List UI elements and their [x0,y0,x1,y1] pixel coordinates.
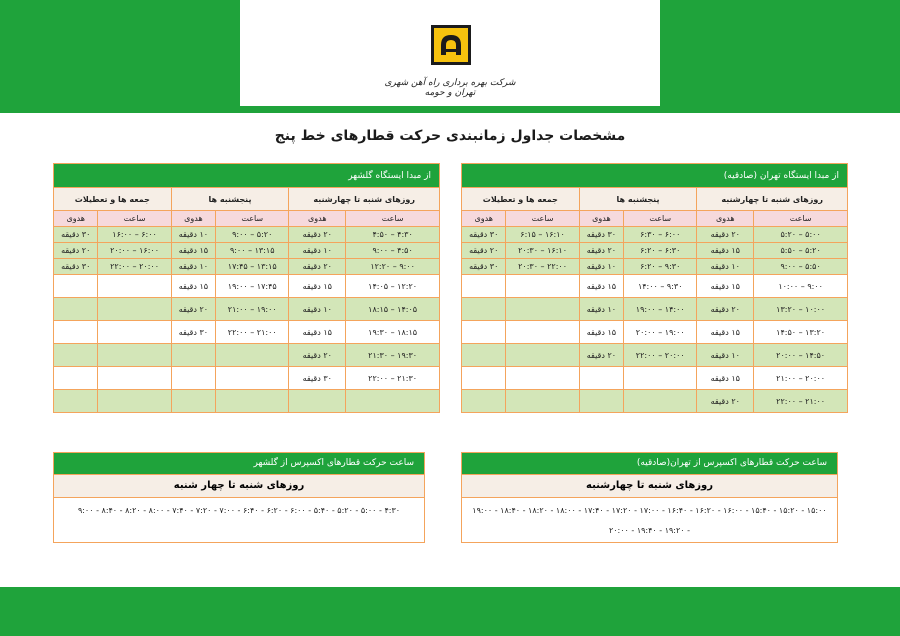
time-cell [346,390,440,413]
headway-cell [462,321,506,344]
time-cell: ۱۴:۵۰ – ۲۰:۰۰ [754,344,848,367]
time-cell: ۱۳:۲۰ – ۱۴:۵۰ [754,321,848,344]
time-cell [98,367,171,390]
headway-cell: ۱۰ دقیقه [579,298,623,321]
headway-cell [54,298,98,321]
col-time: ساعت [98,211,171,227]
time-cell [216,344,289,367]
headway-cell: ۲۰ دقیقه [289,259,346,275]
col-time: ساعت [506,211,579,227]
headway-cell: ۲۰ دقیقه [697,390,754,413]
headway-cell: ۳۰ دقیقه [462,259,506,275]
time-cell [216,390,289,413]
headway-cell: ۱۰ دقیقه [697,259,754,275]
headway-cell: ۱۵ دقیقه [289,321,346,344]
table-title: از مبدا ایستگاه تهران (صادقیه) [462,164,848,188]
time-cell: ۲۰:۰۰ – ۲۱:۰۰ [754,367,848,390]
time-cell: ۹:۰۰ – ۱۲:۲۰ [346,259,440,275]
headway-cell: ۱۵ دقیقه [697,367,754,390]
table-row [462,243,848,259]
col-time: ساعت [624,211,697,227]
time-cell: ۵:۲۰ – ۹:۰۰ [216,227,289,243]
headway-cell [462,344,506,367]
headway-cell: ۱۵ دقیقه [697,243,754,259]
time-cell: ۲۲:۰۰ – ۲۰:۳۰ [506,259,579,275]
time-cell: ۱۶:۱۰ – ۲۰:۳۰ [506,243,579,259]
headway-cell: ۱۵ دقیقه [289,275,346,298]
headway-cell [289,390,346,413]
headway-cell: ۳۰ دقیقه [462,227,506,243]
page-title: مشخصات جداول زمانبندی حرکت قطارهای خط پنج [274,128,626,144]
headway-cell: ۱۰ دقیقه [579,259,623,275]
time-cell: ۲۱:۰۰ – ۲۲:۰۰ [754,390,848,413]
headway-cell [462,390,506,413]
col-headway: هدوی [579,211,623,227]
time-cell [506,390,579,413]
group-holidays: جمعه ها و تعطیلات [462,188,580,211]
time-cell [216,367,289,390]
time-cell: ۱۶:۱۰ – ۶:۱۵ [506,227,579,243]
headway-cell: ۲۰ دقیقه [171,298,215,321]
time-cell: ۱۹:۰۰ – ۲۱:۰۰ [216,298,289,321]
headway-cell [54,390,98,413]
company-name: شرکت بهره برداری راه آهن شهری تهران و حومه [384,78,516,98]
express-times: ۱۵:۰۰ - ۱۵:۲۰ - ۱۵:۴۰ - ۱۶:۰۰ - ۱۶:۲۰ - ۱۶:۴۰ - ۱۷:۰۰ - ۱۷:۲۰ - ۱۷:۴۰ - ۱۸:۰۰ - ۱۸:۲۰ - ۱۸:۴۰ - ۱۹:۰۰ - ۱۹:۲۰ - ۱۹:۴۰ - ۲۰:۰۰ [462,498,837,542]
headway-cell: ۱۰ دقیقه [289,298,346,321]
headway-cell: ۱۵ دقیقه [697,321,754,344]
headway-cell: ۱۰ دقیقه [697,344,754,367]
time-cell [98,298,171,321]
time-cell [506,367,579,390]
headway-cell: ۱۵ دقیقه [171,275,215,298]
headway-cell: ۲۰ دقیقه [462,243,506,259]
headway-cell: ۱۵ دقیقه [579,321,623,344]
time-cell: ۱۹:۳۰ – ۲۱:۳۰ [346,344,440,367]
metro-logo [431,25,471,65]
headway-cell: ۱۰ دقیقه [171,227,215,243]
time-cell [624,367,697,390]
headway-cell [462,298,506,321]
table-title: از مبدا ایستگاه گلشهر [54,164,440,188]
headway-cell: ۲۰ دقیقه [579,243,623,259]
time-cell: ۲۰:۰۰ – ۲۲:۰۰ [624,344,697,367]
col-time: ساعت [216,211,289,227]
headway-cell: ۳۰ دقیقه [289,367,346,390]
headway-cell: ۲۰ دقیقه [697,227,754,243]
time-cell: ۵:۰۰ – ۵:۲۰ [754,227,848,243]
headway-cell [462,275,506,298]
time-cell [98,344,171,367]
group-thursday: پنجشنبه ها [579,188,697,211]
headway-cell [54,321,98,344]
col-headway: هدوی [289,211,346,227]
table-row [54,227,440,243]
time-cell: ۹:۰۰ – ۱۰:۰۰ [754,275,848,298]
time-cell: ۴:۳۰ – ۴:۵۰ [346,227,440,243]
group-weekdays: روزهای شنبه تا چهارشنبه [289,188,440,211]
time-cell: ۵:۲۰ – ۵:۵۰ [754,243,848,259]
headway-cell: ۲۰ دقیقه [289,227,346,243]
time-cell [506,344,579,367]
time-cell [98,275,171,298]
headway-cell: ۱۵ دقیقه [579,275,623,298]
time-cell: ۲۰:۰۰ – ۲۲:۰۰ [98,259,171,275]
headway-cell [171,390,215,413]
col-headway: هدوی [462,211,506,227]
schedule-table-tehran [461,163,848,413]
time-cell: ۱۰:۰۰ – ۱۳:۲۰ [754,298,848,321]
time-cell [624,390,697,413]
table-row [462,321,848,344]
headway-cell: ۳۰ دقیقه [54,259,98,275]
table-row [54,243,440,259]
table-row [462,275,848,298]
time-cell: ۱۴:۰۰ – ۱۹:۰۰ [624,298,697,321]
headway-cell [462,367,506,390]
group-weekdays: روزهای شنبه تا چهارشنبه [697,188,848,211]
express-subtitle: روزهای شنبه تا چهار شنبه [54,474,424,498]
time-cell [506,275,579,298]
time-cell: ۱۴:۰۵ – ۱۸:۱۵ [346,298,440,321]
headway-cell: ۱۰ دقیقه [171,259,215,275]
group-thursday: پنجشنبه ها [171,188,289,211]
express-subtitle: روزهای شنبه تا چهارشنبه [462,474,837,498]
headway-cell: ۱۵ دقیقه [697,275,754,298]
table-row [462,344,848,367]
time-cell: ۵:۵۰ – ۹:۰۰ [754,259,848,275]
table-row [462,298,848,321]
headway-cell: ۲۰ دقیقه [54,243,98,259]
table-row [462,367,848,390]
time-cell: ۶:۳۰ – ۶:۲۰ [624,243,697,259]
time-cell: ۱۷:۴۵ – ۱۹:۰۰ [216,275,289,298]
footer-band [0,587,900,636]
headway-cell [171,367,215,390]
table-row [54,390,440,413]
time-cell: ۶:۰۰ – ۶:۳۰ [624,227,697,243]
table-row [54,298,440,321]
time-cell: ۲۱:۰۰ – ۲۲:۰۰ [216,321,289,344]
headway-cell [54,367,98,390]
time-cell: ۱۶:۰۰ – ۲۰:۰۰ [98,243,171,259]
headway-cell: ۳۰ دقیقه [54,227,98,243]
table-body-right [462,227,848,413]
express-times: ۴:۳۰ - ۵:۰۰ - ۵:۲۰ - ۵:۴۰ - ۶:۰۰ - ۶:۲۰ - ۶:۴۰ - ۷:۰۰ - ۷:۲۰ - ۷:۴۰ - ۸:۰۰ - ۸:۲۰ - ۸:۴۰ - ۹:۰۰ [54,498,424,542]
table-row [462,227,848,243]
table-row [54,321,440,344]
headway-cell [54,275,98,298]
headway-cell [54,344,98,367]
time-cell: ۴:۵۰ – ۹:۰۰ [346,243,440,259]
headway-cell: ۳۰ دقیقه [171,321,215,344]
col-headway: هدوی [171,211,215,227]
headway-cell: ۳۰ دقیقه [579,227,623,243]
time-cell [98,390,171,413]
headway-cell: ۱۵ دقیقه [171,243,215,259]
headway-cell: ۱۰ دقیقه [289,243,346,259]
time-cell: ۱۹:۰۰ – ۲۰:۰۰ [624,321,697,344]
col-time: ساعت [754,211,848,227]
express-title: ساعت حرکت قطارهای اکسپرس از گلشهر [54,453,424,474]
time-cell [506,321,579,344]
col-headway: هدوی [697,211,754,227]
table-row [462,259,848,275]
table-row [462,390,848,413]
col-time: ساعت [346,211,440,227]
headway-cell [579,367,623,390]
headway-cell: ۲۰ دقیقه [697,298,754,321]
time-cell [98,321,171,344]
time-cell: ۱۳:۱۵ – ۱۷:۴۵ [216,259,289,275]
time-cell: ۹:۳۰ – ۶:۲۰ [624,259,697,275]
time-cell: ۱۲:۲۰ – ۱۴:۰۵ [346,275,440,298]
time-cell: ۲۱:۳۰ – ۲۲:۰۰ [346,367,440,390]
express-golshahr [53,452,425,543]
table-row [54,344,440,367]
express-title: ساعت حرکت قطارهای اکسپرس از تهران(صادقیه) [462,453,837,474]
headway-cell [171,344,215,367]
express-tehran [461,452,838,543]
time-cell: ۱۳:۱۵ – ۹:۰۰ [216,243,289,259]
time-cell: ۶:۰۰ – ۱۶:۰۰ [98,227,171,243]
time-cell: ۹:۳۰ – ۱۴:۰۰ [624,275,697,298]
time-cell [506,298,579,321]
table-body-left [54,227,440,413]
time-cell: ۱۸:۱۵ – ۱۹:۳۰ [346,321,440,344]
col-headway: هدوی [54,211,98,227]
headway-cell: ۲۰ دقیقه [289,344,346,367]
table-row [54,259,440,275]
table-row [54,367,440,390]
headway-cell [579,390,623,413]
headway-cell: ۲۰ دقیقه [579,344,623,367]
group-holidays: جمعه ها و تعطیلات [54,188,172,211]
table-row [54,275,440,298]
schedule-table-golshahr [53,163,440,413]
